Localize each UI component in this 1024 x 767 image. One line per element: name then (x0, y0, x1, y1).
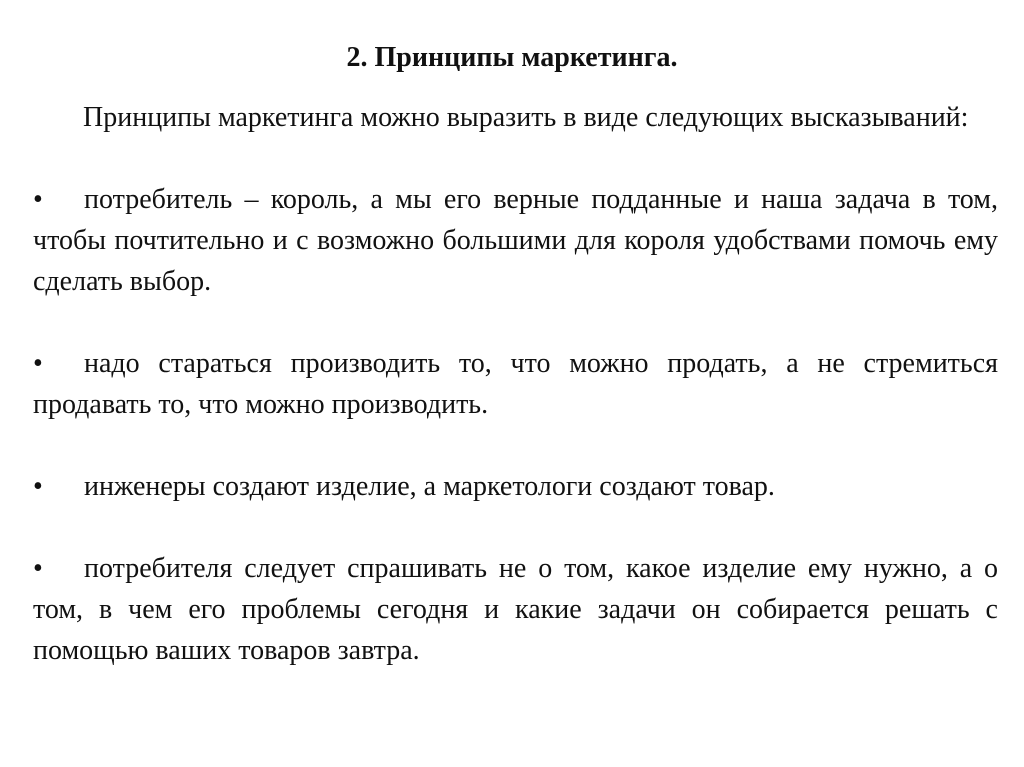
bullet-text: потребитель – король, а мы его верные подданные и наша задача в том, чтобы почтительно и с возможно большими для короля удобствами помочь ему сделать выбор. (33, 184, 998, 297)
page-title: 2. Принципы маркетинга. (346, 42, 678, 73)
bullet-item (33, 179, 998, 302)
intro-paragraph: Принципы маркетинга можно выразить в виде следующих высказываний: (83, 102, 969, 133)
bullet-text: потребителя следует спрашивать не о том, какое изделие ему нужно, а о том, в чем его проблемы сегодня и какие задачи он собирается решать с помощью ваших товаров завтра. (33, 553, 998, 666)
bullet-marker: • (33, 553, 43, 584)
bullet-item (33, 466, 998, 507)
bullet-text: надо стараться производить то, что можно продать, а не стремиться продавать то, что можно производить. (33, 348, 998, 420)
bullet-item (33, 548, 998, 671)
bullet-marker: • (33, 184, 43, 215)
bullet-marker: • (33, 471, 43, 502)
document-body (33, 97, 998, 671)
bullet-text: инженеры создают изделие, а маркетологи создают товар. (84, 471, 775, 502)
bullet-item (33, 343, 998, 425)
bullet-marker: • (33, 348, 43, 379)
